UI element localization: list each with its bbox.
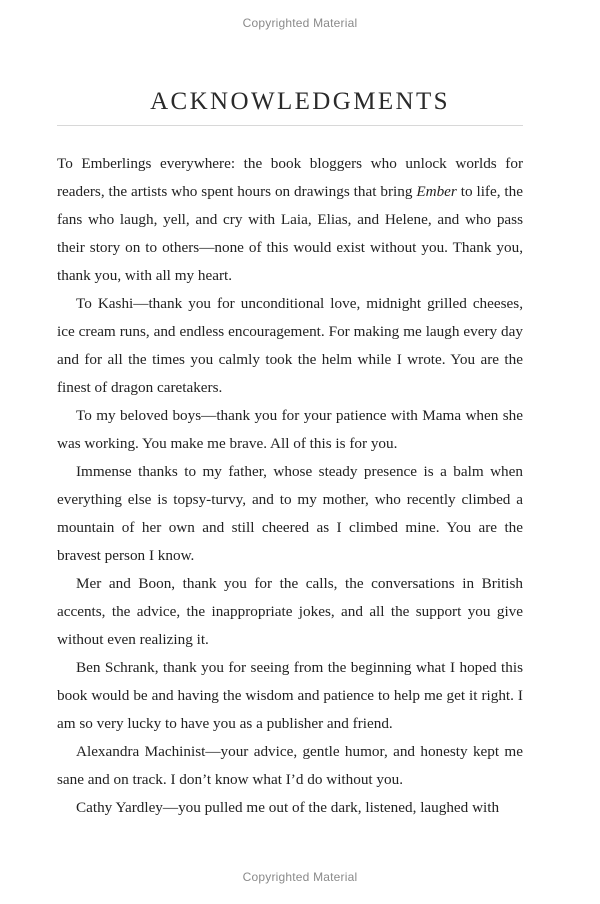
paragraph-ben-schrank: Ben Schrank, thank you for seeing from the beginning what I hoped this book would be and having the wisdom and patience to help me get it right. I am so very lucky to have you as a publisher and friend. (57, 659, 523, 732)
acknowledgments-body (57, 150, 523, 822)
paragraph-text: to life, the fans who laugh, yell, and cry with Laia, Elias, and Helene, and who pass their story on to others—none of this would exist without you. Thank you, thank you, with all my heart. (57, 183, 523, 284)
paragraph-parents: Immense thanks to my father, whose steady presence is a balm when everything else is topsy-turvy, and to my mother, who recently climbed a mountain of her own and still cheered as I climbed mine. You are the bravest person I know. (57, 463, 523, 564)
paragraph-alexandra: Alexandra Machinist—your advice, gentle humor, and honesty kept me sane and on track. I don’t know what I’d do without you. (57, 743, 523, 788)
paragraph-kashi: To Kashi—thank you for unconditional love, midnight grilled cheeses, ice cream runs, and endless encouragement. For making me laugh every day and for all the times you calmly took the helm while I wrote. You are the finest of dragon caretakers. (57, 295, 523, 396)
paragraph-boys: To my beloved boys—thank you for your patience with Mama when she was working. You make me brave. All of this is for you. (57, 407, 523, 452)
paragraph-cathy: Cathy Yardley—you pulled me out of the dark, listened, laughed with (76, 799, 500, 816)
page-title: ACKNOWLEDGMENTS (150, 88, 450, 115)
book-title-italic: Ember (416, 183, 457, 200)
paragraph-text: To Emberlings everywhere: the book bloggers who unlock worlds for readers, the artists who spent hours on drawings that bring (57, 155, 523, 200)
title-divider (57, 125, 523, 126)
copyright-watermark-bottom: Copyrighted Material (242, 870, 358, 884)
paragraph-mer-boon: Mer and Boon, thank you for the calls, the conversations in British accents, the advice, the inappropriate jokes, and all the support you give without even realizing it. (57, 575, 523, 648)
copyright-watermark-top: Copyrighted Material (242, 16, 358, 30)
paragraph-emberlings (57, 150, 523, 290)
